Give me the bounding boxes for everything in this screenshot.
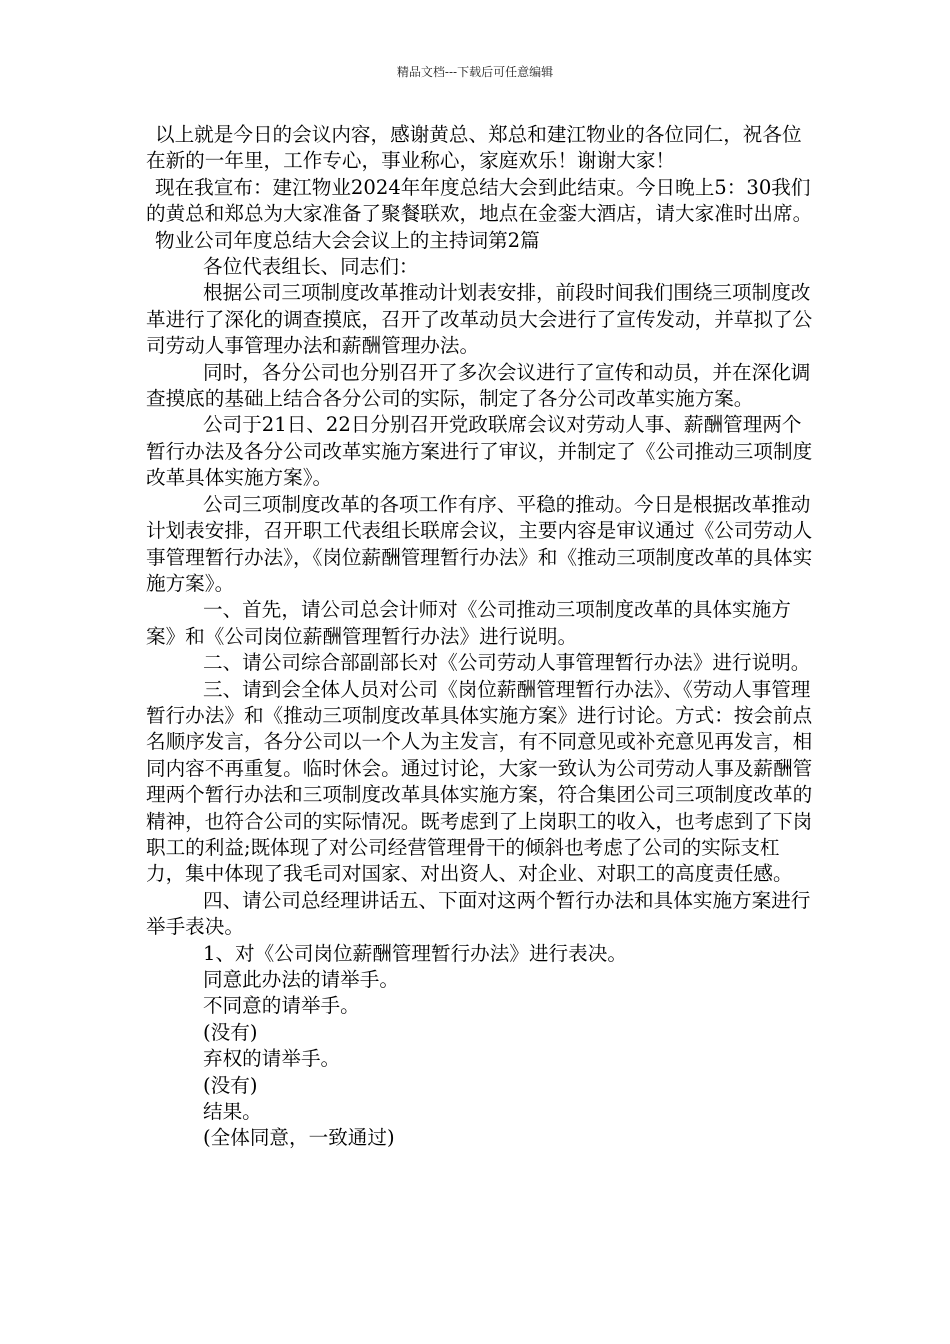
vote-line: 同意此办法的请举手。 [203, 968, 399, 991]
document-body [146, 122, 816, 1152]
vote-line: 1、对《公司岗位薪酬管理暂行办法》进行表决。 [203, 941, 627, 965]
paragraph-item-2: 二、请公司综合部副部长对《公司劳动人事管理暂行办法》进行说明。 [203, 651, 811, 675]
vote-line: 不同意的请举手。 [203, 994, 360, 1018]
paragraph-background: 根据公司三项制度改革推动计划表安排，前段时间我们围绕三项制度改革进行了深化的调查摸底，召开了改革动员大会进行了宣传发动，并草拟了公司劳动人事管理办法和薪酬管理办法。 [146, 281, 813, 358]
paragraph-review: 公司于21日、22日分别召开党政联席会议对劳动人事、薪酬管理两个暂行办法及各分公司改革实施方案进行了审议，并制定了《公司推动三项制度改革具体实施方案》。 [146, 413, 813, 490]
paragraph-closing-announcement: 现在我宣布：建江物业2024年年度总结大会到此结束。今日晚上5：30我们的黄总和郑总为大家准备了聚餐联欢，地点在金銮大酒店，请大家准时出席。 [146, 175, 813, 226]
paragraph-branches: 同时，各分公司也分别召开了多次会议进行了宣传和动员，并在深化调查摸底的基础上结合各分公司的实际，制定了各分公司改革实施方案。 [146, 360, 811, 411]
vote-line: (没有) [203, 1020, 258, 1044]
paragraph-closing-thanks: 以上就是今日的会议内容，感谢黄总、郑总和建江物业的各位同仁，祝各位在新的一年里，工作专心，事业称心，家庭欢乐！谢谢大家！ [146, 123, 802, 173]
vote-line: (全体同意，一致通过) [203, 1126, 395, 1150]
paragraph-item-4: 四、请公司总经理讲话五、下面对这两个暂行办法和具体实施方案进行举手表决。 [146, 888, 811, 939]
section-title: 物业公司年度总结大会会议上的主持词第2篇 [155, 228, 540, 252]
vote-line: 弃权的请举手。 [203, 1047, 341, 1071]
paragraph-item-1: 一、首先，请公司总会计师对《公司推动三项制度改革的具体实施方案》和《公司岗位薪酬管理暂行办法》进行说明。 [146, 598, 791, 648]
paragraph-salutation: 各位代表组长、同志们： [203, 255, 419, 279]
paragraph-agenda: 公司三项制度改革的各项工作有序、平稳的推动。今日是根据改革推动计划表安排，召开职工代表组长联席会议，主要内容是审议通过《公司劳动人事管理暂行办法》，《岗位薪酬管理暂行办法》和《推动三项制度改革的具体实施方案》。 [146, 492, 813, 595]
vote-line: 结果。 [203, 1100, 262, 1124]
page-header: 精品文档---下载后可任意编辑 [396, 65, 554, 79]
vote-line: (没有) [203, 1073, 258, 1097]
paragraph-item-3: 三、请到会全体人员对公司《岗位薪酬管理暂行办法》、《劳动人事管理暂行办法》和《推动三项制度改革具体实施方案》进行讨论。方式：按会前点名顺序发言，各分公司以一个人为主发言，有不同意见或补充意见再发言，相同内容不再重复。临时休会。通过讨论，大家一致认为公司劳动人事及薪酬管理两个暂行办法和三项制度改革具体实施方案，符合集团公司三项制度改革的精神，也符合公司的实际情况。既考虑到了上岗职工的收入，也考虑到了下岗职工的利益;既体现了对公司经营管理骨干的倾斜也考虑了公司的实际支杠力，集中体现了我毛司对国家、对出资人、对企业、对职工的高度责任感。 [146, 677, 813, 886]
